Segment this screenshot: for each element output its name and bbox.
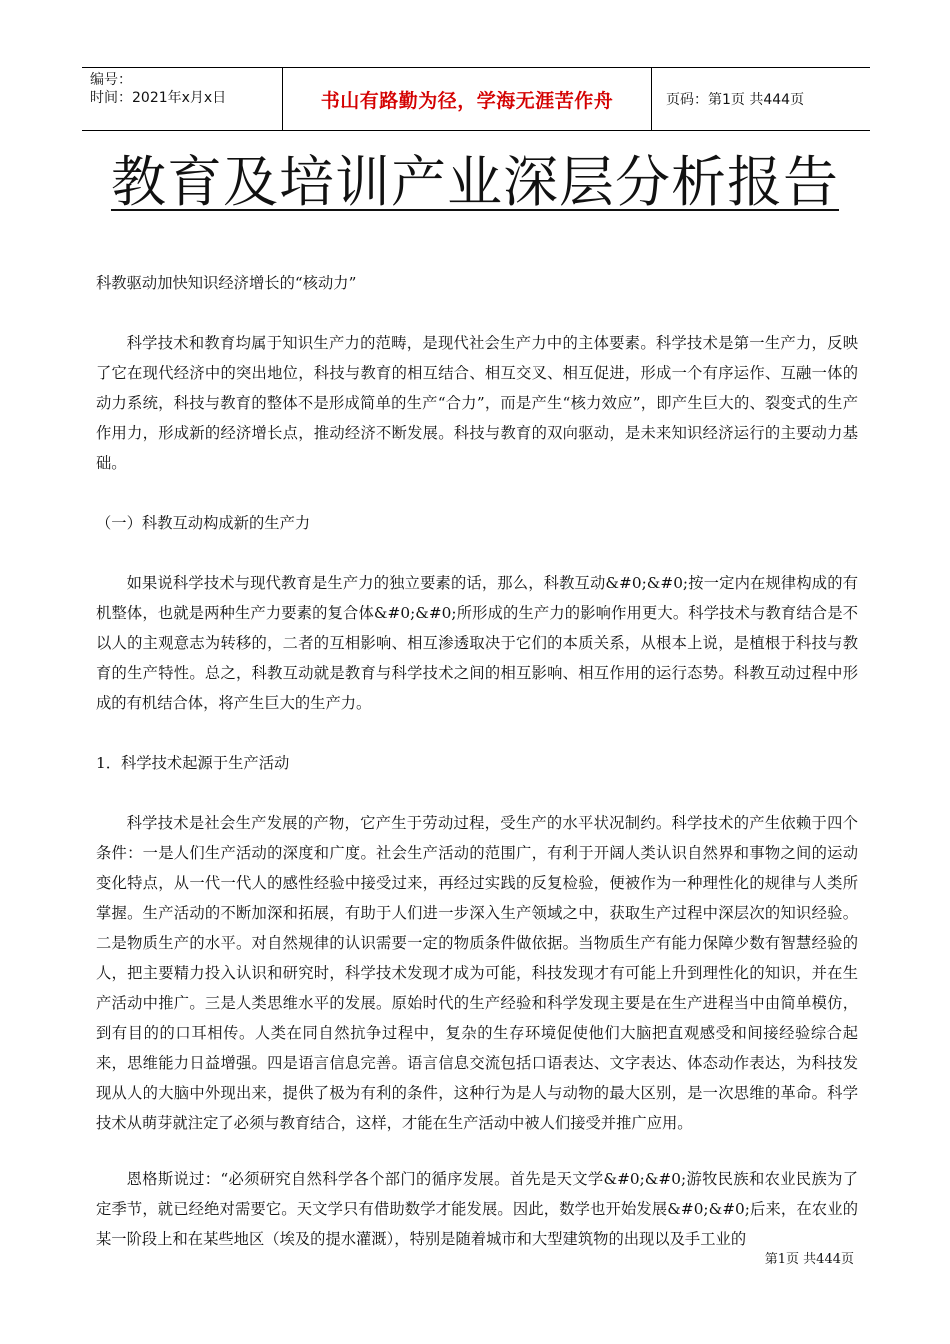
number-label: 编号： [90, 72, 132, 88]
header-page-label: 页码：第1页 共444页 [666, 92, 805, 108]
numbered-heading: 1．科学技术起源于生产活动 [96, 754, 290, 772]
body-paragraph: 科学技术和教育均属于知识生产力的范畴，是现代社会生产力中的主体要素。科学技术是第一生产力，反映了它在现代经济中的突出地位，科技与教育的相互结合、相互交叉、相互促进，形成一个有序运作、互融一体的动力系统，科技与教育的整体不是形成简单的生产“合力”，而是产生“核力效应”，即产生巨大的、裂变式的生产作用力，形成新的经济增长点，推动经济不断发展。科技与教育的双向驱动，是未来知识经济运行的主要动力基础。 [96, 334, 858, 472]
section-heading: 科教驱动加快知识经济增长的“核动力” [96, 274, 357, 292]
document-title: 教育及培训产业深层分析报告 [110, 150, 839, 214]
body-paragraph: 科学技术是社会生产发展的产物，它产生于劳动过程，受生产的水平状况制约。科学技术的产生依赖于四个条件：一是人们生产活动的深度和广度。社会生产活动的范围广，有利于开阔人类认识自然界和事物之间的运动变化特点，从一代一代人的感性经验中接受过来，再经过实践的反复检验，便被作为一种理性化的规律与人类所掌握。生产活动的不断加深和拓展，有助于人们进一步深入生产领域之中，获取生产过程中深层次的知识经验。二是物质生产的水平。对自然规律的认识需要一定的物质条件做依据。当物质生产有能力保障少数有智慧经验的人，把主要精力投入认识和研究时，科学技术发现才成为可能，科技发现才有可能上升到理性化的知识，并在生产活动中推广。三是人类思维水平的发展。原始时代的生产经验和科学发现主要是在生产进程当中由简单模仿，到有目的的口耳相传。人类在同自然抗争过程中，复杂的生存环境促使他们大脑把直观感受和间接经验综合起来，思维能力日益增强。四是语言信息完善。语言信息交流包括口语表达、文字表达、体态动作表达，为科技发现从人的大脑中外现出来，提供了极为有利的条件，这种行为是人与动物的最大区别，是一次思维的革命。科学技术从萌芽就注定了必须与教育结合，这样，才能在生产活动中被人们接受并推广应用。 [96, 814, 858, 1132]
header-motto: 书山有路勤为径，学海无涯苦作舟 [282, 68, 652, 130]
page-footer: 第1页 共444页 [764, 1252, 854, 1267]
header-meta [82, 68, 282, 130]
page-header [82, 67, 870, 131]
subsection-heading: （一）科教互动构成新的生产力 [96, 514, 311, 532]
body-paragraph: 如果说科学技术与现代教育是生产力的独立要素的话，那么，科教互动&#0;&#0;按一定内在规律构成的有机整体，也就是两种生产力要素的复合体&#0;&#0;所形成的生产力的影响作用更大。科学技术与教育结合是不以人的主观意志为转移的，二者的互相影响、相互渗透取决于它们的本质关系，从根本上说，是植根于科技与教育的生产特性。总之，科教互动就是教育与科学技术之间的相互影响、相互作用的运行态势。科教互动过程中形成的有机结合体，将产生巨大的生产力。 [96, 574, 858, 712]
document-body [96, 268, 858, 1254]
body-paragraph: 恩格斯说过：“必须研究自然科学各个部门的循序发展。首先是天文学&#0;&#0;游牧民族和农业民族为了定季节，就已经绝对需要它。天文学只有借助数学才能发展。因此，数学也开始发展&#0;&#0;后来，在农业的某一阶段上和在某些地区（埃及的提水灌溉），特别是随着城市和大型建筑物的出现以及手工业的 [96, 1170, 858, 1248]
time-label: 时间：2021年x月x日 [90, 90, 227, 106]
